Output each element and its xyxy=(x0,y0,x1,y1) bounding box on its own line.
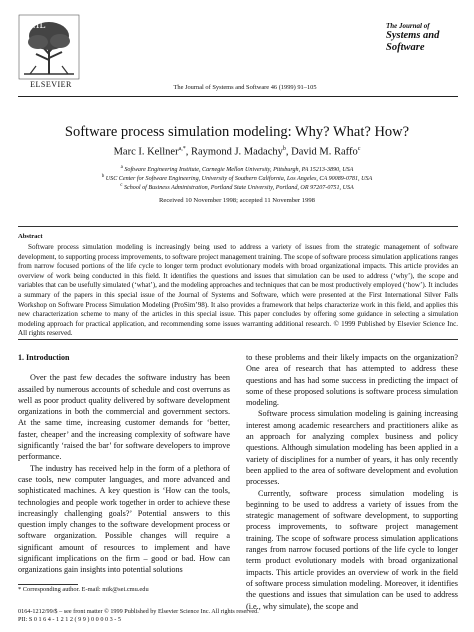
pii-line: PII: S 0 1 6 4 - 1 2 1 2 ( 9 9 ) 0 0 0 0 3 - 5 xyxy=(18,616,121,623)
author-name: Marc I. Kellner xyxy=(113,146,179,158)
svg-text:NIL: NIL xyxy=(28,21,46,31)
author-affiliation-mark: b xyxy=(282,146,286,152)
abstract-body: Software process simulation modeling is increasingly being used to address a variety of issues from the strategic management of software development, to supporting process improvements, to software project management training. The scope of software process simulation applications ranges from narrow focused portions of the life cycle to longer term product evolutionary models with broad organizational impacts. This article provides an overview of work being conducted in this field. It identifies the questions and issues that simulation can be used to address (‘why’), the scope and variables that can be usefully simulated (‘what’), and the modeling approaches and techniques that can be most productively employed (‘how’). It includes a summary of the papers in this special issue of the Journal of Systems and Software, which were presented at the First International Silver Falls Workshop on Software Process Simulation Modeling (ProSim’98). It also provides a framework that helps characterize work in this field, and applies this new characterization scheme to many of the articles in this special issue. This paper concludes by offering some guidance in selecting a simulation modeling approach for practical application, and recommending some issues warranting additional research. © 1999 Published by Elsevier Science Inc. All rights reserved. xyxy=(18,243,458,338)
body-paragraph: Over the past few decades the software industry has been assailed by numerous accounts of schedule and cost overruns as well as poor product quality delivered by software development organizations in both the commercial and government sectors. At the same time, increasing customer demands for ‘better, faster, cheaper’ and the increasing complexity of software have significantly ‘raised the bar’ for software developers to improve performance. xyxy=(18,373,230,462)
author-affiliation-mark: a,* xyxy=(178,146,186,152)
header-rule xyxy=(18,96,458,97)
body-paragraph: to these problems and their likely impacts on the organization? One area of research that has attempted to address these questions and has had some success in predicting the impact of some of these proposed solutions is software process simulation modeling. xyxy=(246,353,458,408)
journal-logo-line1: The Journal of xyxy=(386,22,430,30)
body-paragraph: Software process simulation modeling is gaining increasing interest among academic researchers and practitioners alike as an approach for analyzing complex business and policy questions. Although simulation modeling has been applied in a variety of disciplines for a number of years, it has only recently been applied to the area of software development and evolution processes. xyxy=(246,409,458,487)
received-dates: Received 10 November 1998; accepted 11 November 1998 xyxy=(159,197,315,204)
journal-logo-line3: Software xyxy=(386,42,425,53)
affiliation-mark: b xyxy=(101,174,105,179)
affiliation-mark: a xyxy=(120,165,123,170)
body-paragraph: Currently, software process simulation modeling is beginning to be used to address a variety of issues from the strategic management of software development, to supporting process improvements, to software project management training. The scope of software process simulation applications ranges from narrow focused portions of the life cycle to longer term product evolutionary models with broad organizational impacts. This article provides an overview of work in the field of software process simulation modeling. Moreover, it identifies the questions and issues that simulation can be used to address (i.e., why simulate), the scope and xyxy=(246,488,458,611)
affiliation xyxy=(18,183,456,191)
publisher-name: ELSEVIER xyxy=(30,80,72,89)
section-heading: 1. Introduction xyxy=(18,353,70,362)
paper-title: Software process simulation modeling: Why? What? How? xyxy=(64,124,410,140)
journal-logo xyxy=(386,22,456,84)
footnote-rule xyxy=(18,584,78,585)
corresponding-author-footnote: * Corresponding author. E-mail: mik@sei.cmu.edu xyxy=(18,586,149,593)
body-paragraph: The industry has received help in the form of a plethora of case tools, new computer languages, and more advanced and sophisticated machines. A key question is ‘How can the tools, technologies and people work together in order to achieve these increasingly challenging goals?’ Potential answers to this question imply changes to the software development process or software organization. Possible changes will require a significant amount of resources to implement and have significant implications on the firm – good or bad. How can organizations gain insights into potential solutions xyxy=(18,463,230,575)
affiliation xyxy=(18,165,456,173)
running-head: The Journal of Systems and Software 46 (1999) 91–105 xyxy=(173,84,317,91)
abstract-rule-bottom xyxy=(18,339,458,340)
elsevier-tree-logo xyxy=(18,14,80,80)
author-list: Marc I. Kellner$^{a,*}$, Raymond J. Madachy$^b$, David M. Raffo$^c$ xyxy=(113,146,361,158)
body-column-right xyxy=(246,352,458,612)
copyright-block xyxy=(18,608,318,624)
abstract-rule-top xyxy=(18,226,458,227)
author-name: Raymond J. Madachy xyxy=(191,146,283,158)
journal-logo-line2: Systems and xyxy=(386,30,440,41)
affiliation-text: Software Engineering Institute, Carnegie Mellon University, Pittsburgh, PA 15213-3890, USA xyxy=(124,167,354,174)
abstract-heading: Abstract xyxy=(18,233,43,240)
affiliation-text: School of Business Administration, Portland State University, Portland, OR 97207-0751, USA xyxy=(124,185,354,192)
copyright-line: 0164-1212/99/$ – see front matter © 1999 Published by Elsevier Science Inc. All rights reserved. xyxy=(18,608,259,615)
author-affiliation-mark: c xyxy=(357,146,361,152)
body-column-left xyxy=(18,352,230,576)
affiliation-mark: c xyxy=(120,183,123,188)
author-name: David M. Raffo xyxy=(291,146,358,158)
affiliation-text: USC Center for Software Engineering, University of Southern California, Los Angeles, CA 90089-0781, USA xyxy=(105,176,373,183)
affiliation xyxy=(18,174,456,182)
